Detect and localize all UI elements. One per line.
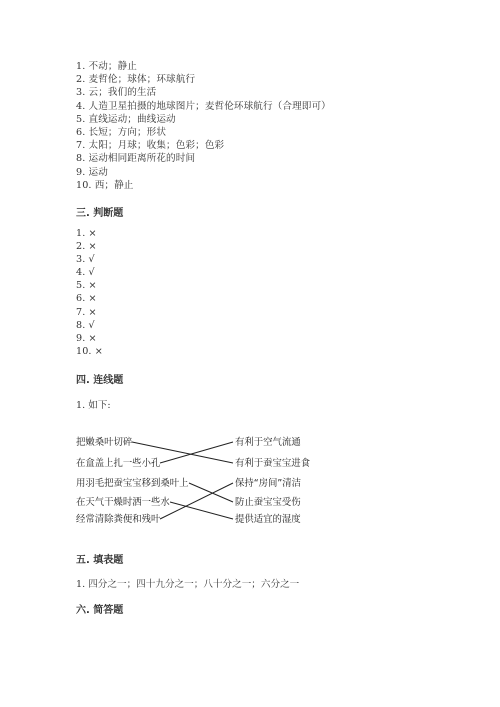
list-item: 1. × <box>76 228 97 239</box>
match-right-item: 提供适宜的湿度 <box>235 514 301 525</box>
section-title-short-answer: 六. 简答题 <box>76 605 124 616</box>
match-connector-line <box>170 502 233 519</box>
matching-intro: 1. 如下: <box>76 400 111 411</box>
match-left-item: 在盒盖上扎一些小孔 <box>76 458 161 469</box>
match-right-item: 防止蚕宝宝受伤 <box>235 497 301 508</box>
list-item: 1. 不动；静止 <box>76 61 137 72</box>
match-right-item: 有利于空气流通 <box>235 437 301 448</box>
section-title-matching: 四. 连线题 <box>76 375 124 386</box>
list-item: 4. 人造卫星拍摄的地球图片；麦哲伦环球航行（合理即可） <box>76 100 331 112</box>
list-item: 8. 运动相同距离所花的时间 <box>76 153 196 165</box>
match-left-item: 用羽毛把蚕宝宝移到桑叶上 <box>76 478 189 489</box>
list-item: 10. 西；静止 <box>76 179 134 191</box>
list-item: 3. 云；我们的生活 <box>76 87 157 99</box>
list-item: 5. × <box>76 280 97 292</box>
list-item: 2. 麦哲伦；球体；环球航行 <box>76 74 196 86</box>
section-title-table: 五. 填表题 <box>76 555 124 566</box>
list-item: 10. × <box>76 345 103 357</box>
match-left-item: 在天气干燥时洒一些水 <box>76 497 170 508</box>
match-right-item: 保持“房间”清洁 <box>235 478 301 489</box>
list-item: 5. 直线运动；曲线运动 <box>76 113 176 125</box>
list-item: 9. 运动 <box>76 166 108 178</box>
match-left-item: 把嫩桑叶切碎 <box>76 437 133 448</box>
list-item: 7. × <box>76 306 97 318</box>
list-item: 6. 长短；方向；形状 <box>76 127 167 139</box>
match-connector-line <box>160 442 233 463</box>
list-item: 4. √ <box>76 267 95 279</box>
list-item: 6. × <box>76 293 97 305</box>
table-answer: 1. 四分之一；四十九分之一；八十分之一；六分之一 <box>76 579 300 590</box>
list-item: 7. 太阳；月球；收集；色彩；色彩 <box>76 140 225 152</box>
list-item: 8. √ <box>76 319 95 331</box>
match-right-item: 有利于蚕宝宝进食 <box>235 458 311 469</box>
list-item: 9. × <box>76 332 97 344</box>
section-title-judgement: 三. 判断题 <box>76 208 124 219</box>
match-left-item: 经常清除粪便和残叶 <box>76 514 161 525</box>
list-item: 3. √ <box>76 254 95 266</box>
list-item: 2. × <box>76 241 97 253</box>
